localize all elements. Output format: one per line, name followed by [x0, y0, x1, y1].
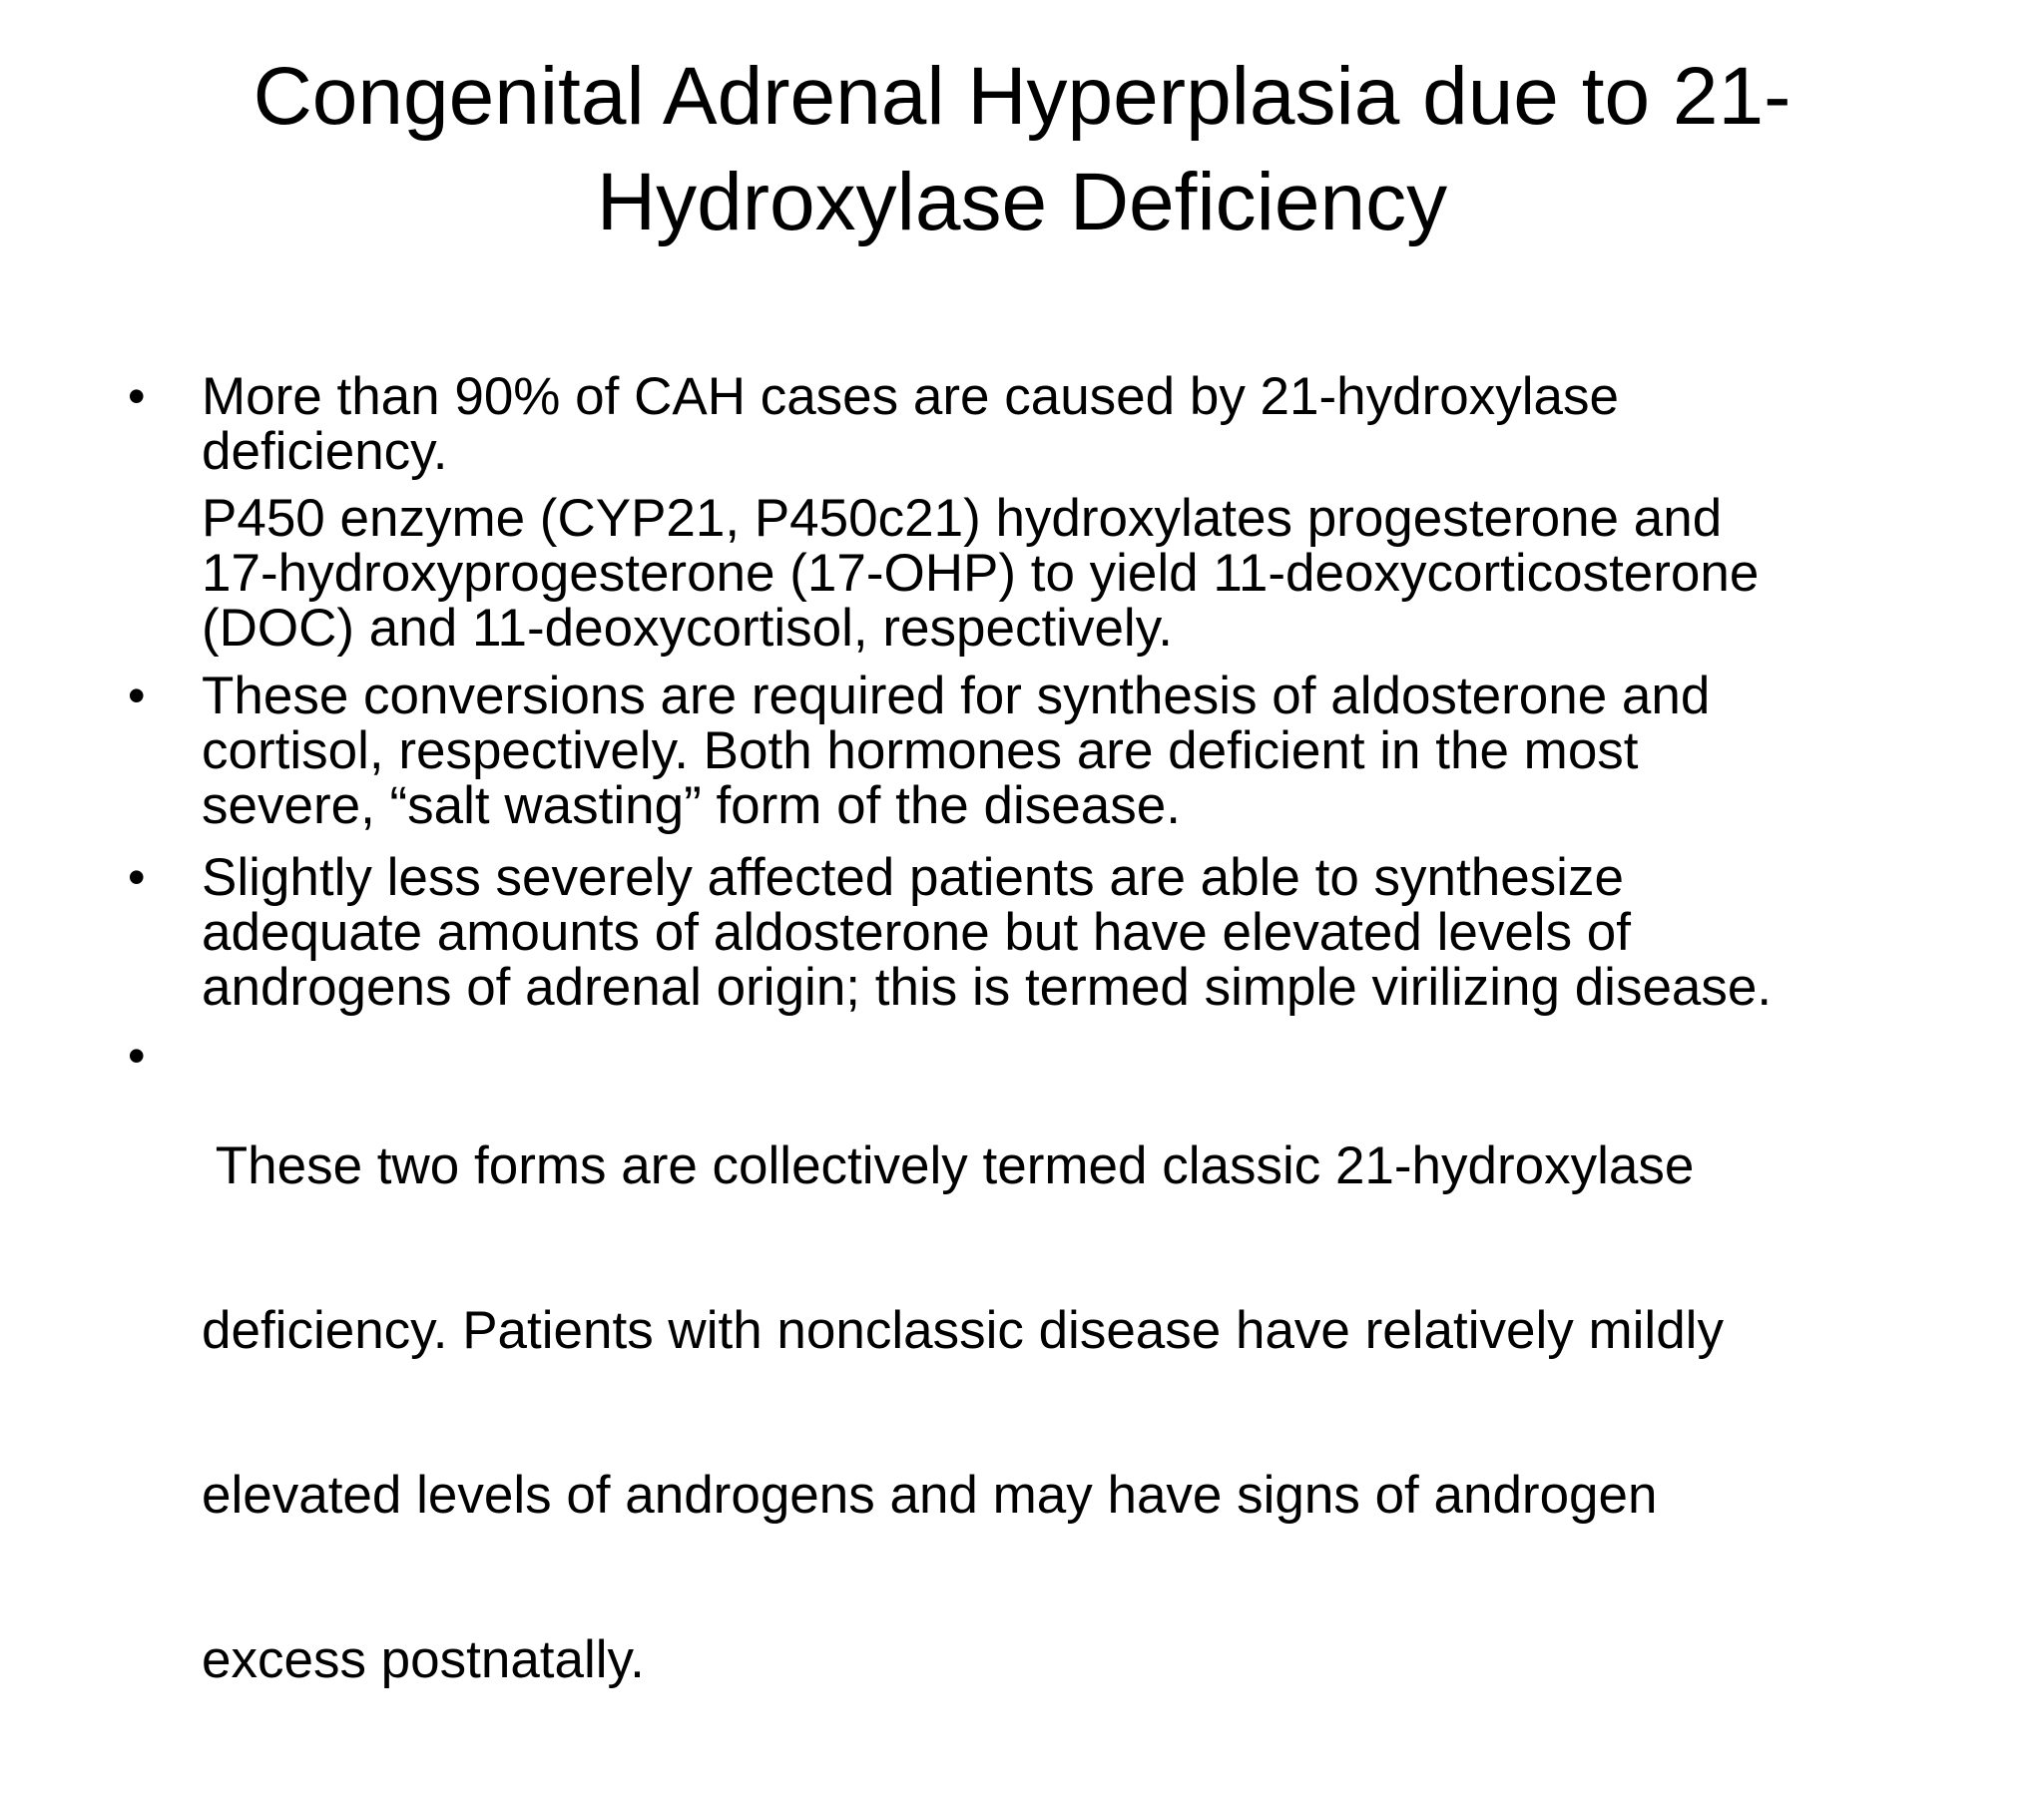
text-line: deficiency. Patients with nonclassic disease have relatively mildly — [202, 1301, 1724, 1360]
slide-title-line-2: Hydroxylase Deficiency — [596, 157, 1448, 247]
text-line: These two forms are collectively termed classic 21-hydroxylase — [202, 1136, 1695, 1195]
bullet-marker: • — [128, 668, 146, 723]
text-line: elevated levels of androgens and may have signs of androgen — [202, 1466, 1658, 1525]
text-line: adequate amounts of aldosterone but have elevated levels of — [202, 903, 1632, 962]
text-line: More than 90% of CAH cases are caused by 21-hydroxylase — [202, 367, 1619, 426]
bullet-marker: • — [128, 368, 146, 424]
text-line: These conversions are required for synthesis of aldosterone and — [202, 667, 1711, 725]
bullet-marker: • — [128, 1028, 146, 1084]
text-line: P450 enzyme (CYP21, P450c21) hydroxylates progesterone and — [202, 489, 1723, 548]
slide-title-line-1: Congenital Adrenal Hyperplasia due to 21- — [253, 51, 1791, 142]
bullet-text-4 — [202, 1029, 1998, 1797]
bullet-text-1 — [202, 369, 1998, 479]
text-line: (DOC) and 11-deoxycortisol, respectively. — [202, 599, 1173, 658]
text-line: androgens of adrenal origin; this is termed simple virilizing disease. — [202, 958, 1773, 1017]
sub-paragraph-enzyme — [202, 491, 1998, 656]
text-line: 17-hydroxyprogesterone (17-OHP) to yield 11-deoxycorticosterone — [202, 544, 1760, 603]
bullet-text-2 — [202, 669, 1998, 833]
text-line: deficiency. — [202, 422, 448, 481]
bullet-text-3 — [202, 850, 1998, 1015]
text-line: severe, “salt wasting” form of the disease. — [202, 776, 1181, 835]
text-line: cortisol, respectively. Both hormones are deficient in the most — [202, 721, 1639, 780]
text-line: Slightly less severely affected patients are able to synthesize — [202, 848, 1624, 907]
bullet-marker: • — [128, 849, 146, 905]
text-line: excess postnatally. — [202, 1630, 645, 1689]
